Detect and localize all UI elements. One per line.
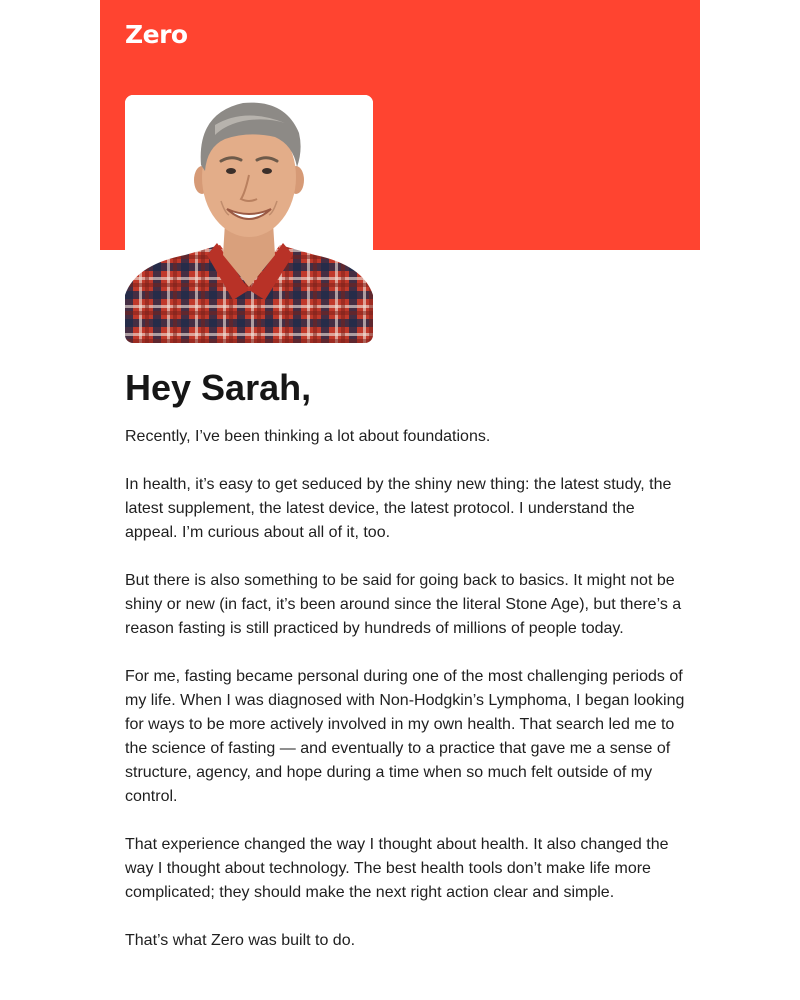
sender-photo	[125, 95, 373, 343]
paragraph: For me, fasting became personal during one of the most challenging periods of my life. When I was diagnosed with Non-Hodgkin’s Lymphoma, I began looking for ways to be more actively involved in my own health. That search led me to the science of fasting — and eventually to a practice that gave me a sense of structure, agency, and hope during a time when so much felt outside of my control.	[125, 668, 685, 805]
paragraph: That’s what Zero was built to do.	[125, 932, 356, 949]
paragraph: But there is also something to be said for going back to basics. It might not be shiny or new (in fact, it’s been around since the literal Stone Age), but there’s a reason fasting is still practiced by hundreds of millions of people today.	[125, 572, 682, 637]
person-portrait-icon	[125, 95, 373, 343]
paragraph: Recently, I’ve been thinking a lot about foundations.	[125, 428, 491, 445]
paragraph: That experience changed the way I thought about health. It also changed the way I thought about technology. The best health tools don’t make life more complicated; they should make the next right action clear and simple.	[125, 836, 669, 901]
zero-logo[interactable]: Zero	[125, 20, 188, 49]
paragraph: In health, it’s easy to get seduced by the shiny new thing: the latest study, the latest supplement, the latest device, the latest protocol. I understand the appeal. I’m curious about all of it, too.	[125, 476, 672, 541]
message-content	[125, 362, 685, 953]
greeting-heading: Hey Sarah,	[125, 367, 312, 408]
